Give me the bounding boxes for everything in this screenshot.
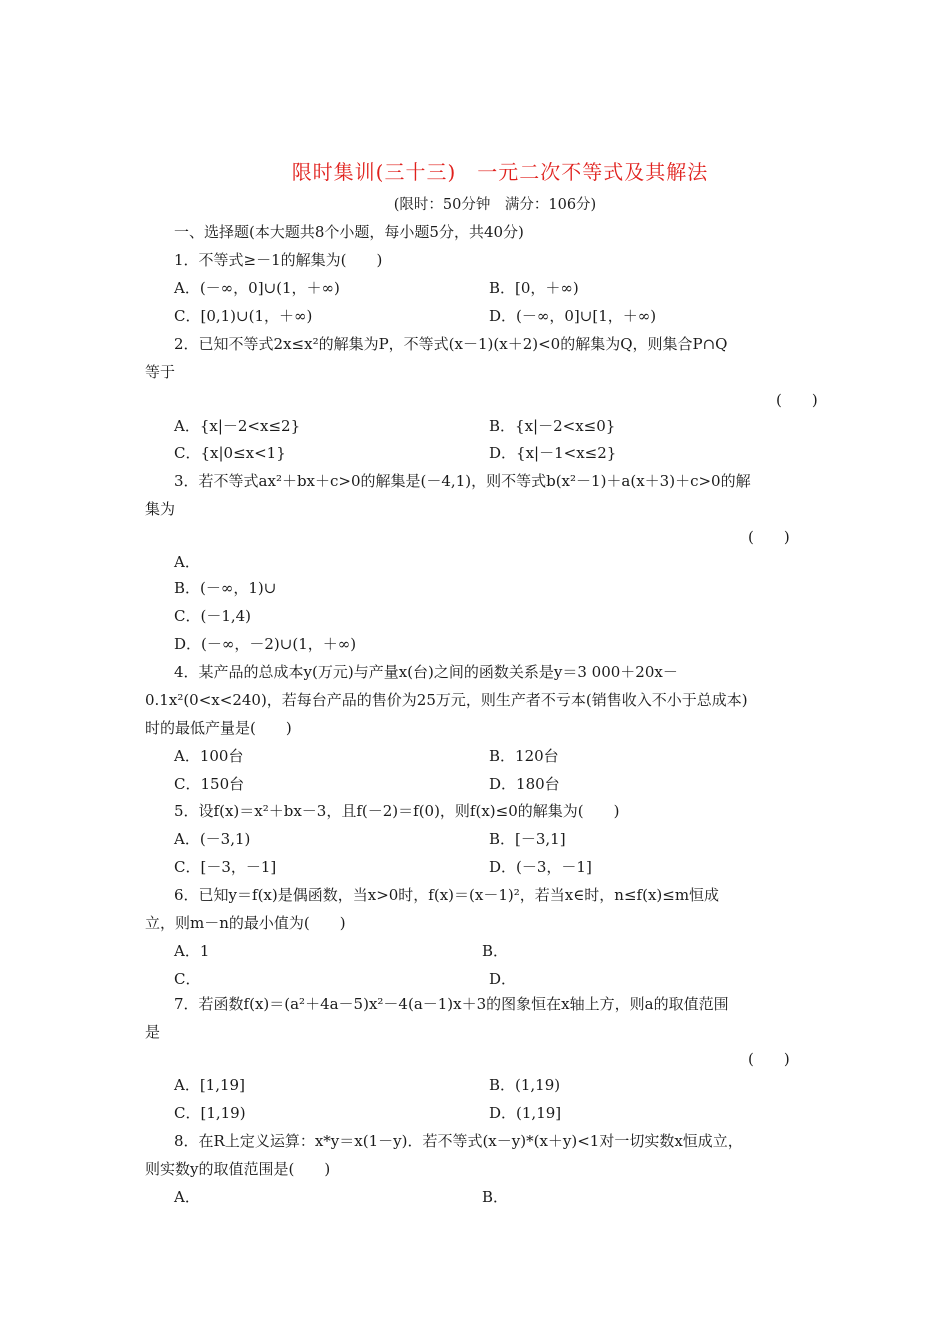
q5-option-a: A．(－3,1) (174, 830, 251, 848)
q3-answer-paren: ( ) (748, 528, 790, 546)
q4-option-a: A．100台 (174, 747, 244, 765)
q2-option-a: A．{x|－2<x≤2} (174, 417, 301, 435)
q8-option-a: A． (174, 1188, 200, 1206)
q1-stem: 1．不等式≥－1的解集为( ) (174, 251, 383, 269)
q4-stem: 4．某产品的总成本y(万元)与产量x(台)之间的函数关系是y＝3 000＋20x－ (174, 663, 678, 681)
q8-option-b: B． (482, 1188, 509, 1206)
q2-option-c: C．{x|0≤x<1} (174, 444, 286, 462)
q6-option-c: C． (174, 970, 201, 988)
q3-option-a: A． (174, 553, 200, 571)
q2-answer-paren: ( ) (776, 391, 818, 409)
q2-stem-cont: 等于 (145, 363, 176, 381)
q4-option-c: C．150台 (174, 775, 245, 793)
q7-option-c: C．[1,19) (174, 1104, 246, 1122)
q7-option-a: A．[1,19] (174, 1076, 245, 1094)
q2-stem: 2．已知不等式2x≤x²的解集为P，不等式(x－1)(x＋2)<0的解集为Q，则集合P∩Q (174, 335, 728, 353)
q8-stem: 8．在R上定义运算：x*y＝x(1－y)．若不等式(x－y)*(x＋y)<1对一切实数x恒成立， (174, 1132, 743, 1150)
q5-option-b: B．[－3,1] (489, 830, 566, 848)
q7-option-d: D．(1,19] (489, 1104, 562, 1122)
page-title: 限时集训(三十三) 一元二次不等式及其解法 (291, 160, 709, 184)
q1-option-b: B．[0，＋∞) (489, 279, 579, 297)
q6-option-a: A．1 (174, 942, 210, 960)
q3-stem-cont: 集为 (145, 500, 176, 518)
q7-stem-cont: 是 (145, 1023, 161, 1041)
q7-stem: 7．若函数f(x)＝(a²＋4a－5)x²－4(a－1)x＋3的图象恒在x轴上方，则a的取值范围 (174, 995, 729, 1013)
q6-stem: 6．已知y＝f(x)是偶函数，当x>0时，f(x)＝(x－1)²，若当x∈时，n≤f(x)≤m恒成 (174, 886, 720, 904)
q4-option-b: B．120台 (489, 747, 559, 765)
q4-stem-cont: 0.1x²(0<x<240)，若每台产品的售价为25万元，则生产者不亏本(销售收入不小于总成本) (145, 691, 748, 709)
q4-stem-cont-2: 时的最低产量是( ) (145, 719, 292, 737)
time-score-limits: (限时：50分钟 满分：106分) (393, 197, 597, 213)
q2-option-d: D．{x|－1<x≤2} (489, 444, 617, 462)
q6-option-b: B． (482, 942, 509, 960)
q2-option-b: B．{x|－2<x≤0} (489, 417, 616, 435)
q7-answer-paren: ( ) (748, 1050, 790, 1068)
q6-stem-cont: 立，则m－n的最小值为( ) (145, 914, 346, 932)
q5-option-c: C．[－3，－1] (174, 858, 277, 876)
q5-option-d: D．(－3，－1] (489, 858, 592, 876)
q3-option-d: D．(－∞，－2)∪(1，＋∞) (174, 635, 357, 653)
q1-option-a: A．(－∞，0]∪(1，＋∞) (174, 279, 340, 297)
q3-option-b: B．(－∞，1)∪ (174, 579, 277, 597)
q1-option-d: D．(－∞，0]∪[1，＋∞) (489, 307, 657, 325)
q4-option-d: D．180台 (489, 775, 560, 793)
q3-option-c: C．(－1,4) (174, 607, 252, 625)
q1-option-c: C．[0,1)∪(1，＋∞) (174, 307, 313, 325)
q3-stem: 3．若不等式ax²＋bx＋c>0的解集是(－4,1)，则不等式b(x²－1)＋a(x＋3)＋c>0的解 (174, 472, 751, 490)
q5-stem: 5．设f(x)＝x²＋bx－3，且f(－2)＝f(0)，则f(x)≤0的解集为( ) (174, 802, 620, 820)
q7-option-b: B．(1,19) (489, 1076, 561, 1094)
section-heading: 一、选择题(本大题共8个小题，每小题5分，共40分) (174, 223, 524, 241)
q8-stem-cont: 则实数y的取值范围是( ) (145, 1160, 331, 1178)
q6-option-d: D． (489, 970, 517, 988)
